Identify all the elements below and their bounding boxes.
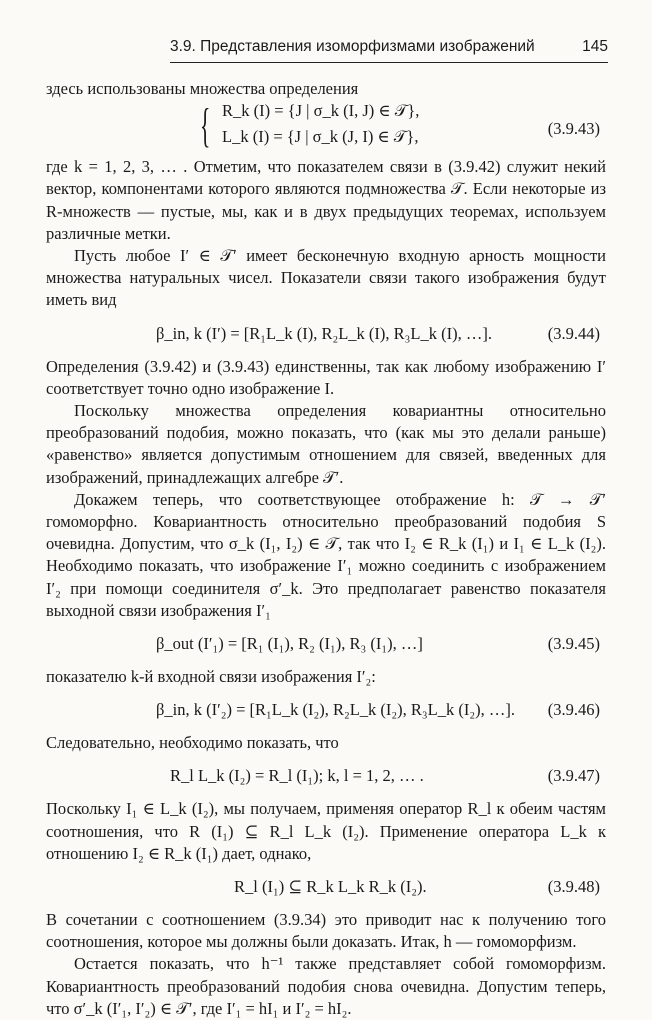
- equation-3-9-45: [46, 622, 606, 666]
- paragraph-6: Докажем теперь, что соответствующее отображение h: 𝒯 → 𝒯′ гомоморфно. Ковариантность относительно преобразований подобия S очевидна. Допустим, что σ_k (I₁, I₂) ∈ 𝒯, так что I₂ ∈ R_k (I₁) и I₁ ∈ L_k (I₂). Необходимо показать, что изображение I′₁ можно соединить с изображением I′₂ при помощи соединителя σ′_k. Это предполагает равенство показателя выходной связи изображения I′₁: [46, 489, 606, 620]
- paragraph-7: показателю k-й входной связи изображения I′₂:: [46, 667, 376, 687]
- equation-number: (3.9.47): [547, 766, 600, 786]
- equation-number: (3.9.45): [547, 634, 600, 654]
- equation-expression: β_in, k (I′₂) = [R₁L_k (I₂), R₂L_k (I₂), R₃L_k (I₂), …].: [156, 700, 515, 720]
- page-body: [46, 78, 606, 1020]
- paragraph-2: где k = 1, 2, 3, … . Отметим, что показателем связи в (3.9.42) служит некий вектор, компонентами которого являются подмножества 𝒯. Если некоторые из R-множеств — пустые, мы, как и в двух предыдущих теоремах, используем различные метки.: [46, 157, 606, 243]
- equation-number: (3.9.44): [547, 323, 600, 343]
- running-header: [170, 36, 608, 63]
- paragraph-1: здесь использованы множества определения: [46, 79, 359, 98]
- equation-line-2: L_k (I) = {J | σ_k (J, I) ∈ 𝒯},: [222, 127, 419, 147]
- equation-number: (3.9.48): [547, 877, 600, 897]
- paragraph-4: Определения (3.9.42) и (3.9.43) единственны, так как любому изображению I′ соответствует точно одно изображение I.: [46, 356, 606, 398]
- paragraph-8: Следовательно, необходимо показать, что: [46, 733, 339, 753]
- equation-expression: R_l L_k (I₂) = R_l (I₁); k, l = 1, 2, … .: [170, 766, 424, 786]
- paragraph-5: Поскольку множества определения ковариантны относительно преобразований подобия, можно показать, что (как мы это делали раньше) «равенство» является допустимым отношением для связей, введенных для изображений, принадлежащих алгебре 𝒯′.: [46, 401, 606, 487]
- equation-3-9-47: [46, 754, 606, 798]
- left-brace: {: [200, 99, 211, 153]
- equation-line-1: R_k (I) = {J | σ_k (I, J) ∈ 𝒯},: [222, 101, 420, 121]
- equation-number: (3.9.43): [547, 119, 600, 139]
- equation-expression: R_l (I₁) ⊆ R_k L_k R_k (I₂).: [234, 877, 427, 897]
- equation-expression: β_out (I′₁) = [R₁ (I₁), R₂ (I₁), R₃ (I₁), …]: [156, 634, 423, 654]
- equation-3-9-46: [46, 688, 606, 732]
- paragraph-10: В сочетании с соотношением (3.9.34) это приводит нас к получению того соотношения, которое мы должны были доказать. Итак, h — гомоморфизм.: [46, 910, 606, 952]
- equation-expression: β_in, k (I′) = [R₁L_k (I), R₂L_k (I), R₃L_k (I), …].: [156, 323, 492, 343]
- equation-3-9-44: [46, 312, 606, 356]
- page-number: 145: [582, 38, 608, 55]
- equation-number: (3.9.46): [547, 700, 600, 720]
- section-title: 3.9. Представления изоморфизмами изображений: [170, 38, 535, 55]
- equation-3-9-43: [46, 100, 606, 156]
- paragraph-11: Остается показать, что h⁻¹ также представляет собой гомоморфизм. Ковариантность преобразований подобия снова очевидна. Допустим теперь, что σ′_k (I′₁, I′₂) ∈ 𝒯′, где I′₁ = hI₁ и I′₂ = hI₂.: [46, 954, 606, 1018]
- paragraph-9: Поскольку I₁ ∈ L_k (I₂), мы получаем, применяя оператор R_l к обеим частям соотношения, что R (I₁) ⊆ R_l L_k (I₂). Применение оператора L_k к отношению I₂ ∈ R_k (I₁) дает, однако,: [46, 799, 606, 863]
- paragraph-3: Пусть любое I′ ∈ 𝒯′ имеет бесконечную входную арность мощности множества натуральных чисел. Показатели связи такого изображения будут иметь вид: [46, 246, 606, 310]
- equation-3-9-48: [46, 865, 606, 909]
